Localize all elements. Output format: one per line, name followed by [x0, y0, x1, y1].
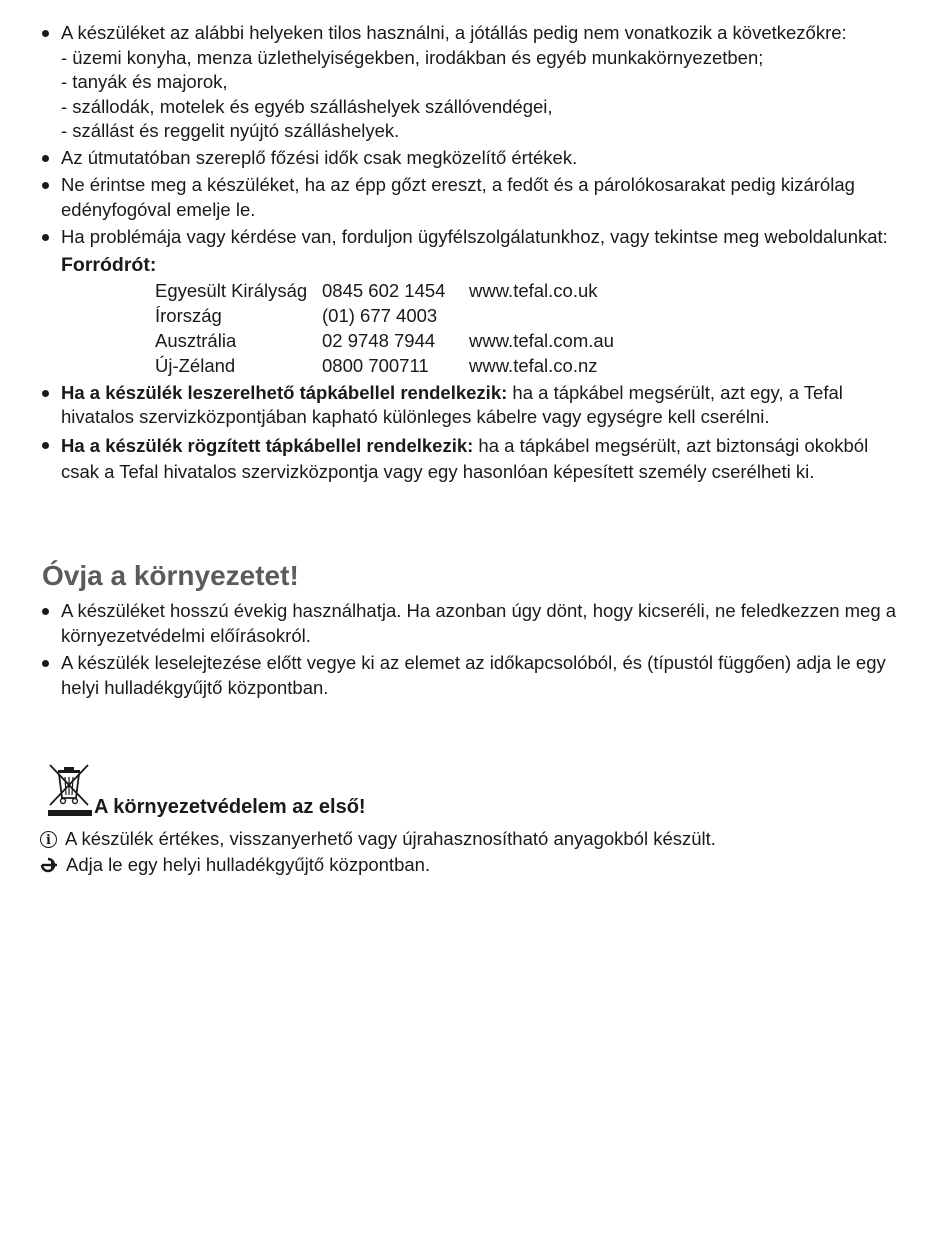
sub-item-text: - szállást és reggelit nyújtó szálláshelyek. [61, 120, 400, 141]
list-item-text: Az útmutatóban szereplő főzési idők csak megközelítő értékek. [61, 146, 578, 168]
list-item-text: Ha problémája vagy kérdése van, forduljon ügyfélszolgálatunkhoz, vagy tekintse meg weboldalunkat: [61, 226, 888, 247]
list-item [0, 433, 950, 485]
arrow-line-text: Adja le egy helyi hulladékgyűjtő központban. [66, 854, 431, 875]
list-item [0, 146, 950, 171]
list-item [0, 225, 950, 250]
sub-item-text: - szállodák, motelek és egyéb szálláshelyek szállóvendégei, [61, 95, 553, 117]
country-cell: Új-Zéland [155, 354, 236, 376]
hotline-title: Forródrót: [61, 253, 157, 276]
list-item [0, 651, 950, 700]
website-link[interactable]: www.tefal.co.uk [469, 279, 598, 301]
bullet-dot [42, 155, 49, 162]
country-cell: Ausztrália [155, 329, 237, 351]
list-item-text: Ne érintse meg a készüléket, ha az épp gőzt ereszt, a fedőt és a párolókosarakat pedig kizárólag edényfogóval emelje le. [61, 174, 855, 220]
phone-cell: 0800 700711 [322, 354, 429, 376]
list-item-bold-lead: Ha a készülék rögzített tápkábellel rendelkezik: [61, 434, 474, 456]
list-item-bold-lead: Ha a készülék leszerelhető tápkábellel rendelkezik: [61, 381, 508, 403]
arrow-line [40, 854, 430, 876]
country-cell: Írország [155, 304, 222, 326]
table-row [155, 353, 614, 378]
list-item-text: ha a tápkábel megsérült, azt egy, a Tefal hivatalos szervizközpontjában kapható különleges kábelre vagy egységre kell cserélni. [61, 381, 843, 427]
table-row [155, 328, 614, 353]
list-item [0, 599, 950, 648]
website-link [469, 303, 614, 328]
list-item [0, 21, 950, 144]
table-row [155, 278, 614, 303]
arrow-right-icon [40, 857, 59, 873]
info-icon: i [40, 831, 57, 848]
environment-list [0, 599, 950, 700]
hotline-table [155, 278, 614, 378]
section-title: Óvja a környezetet! [42, 560, 299, 591]
sub-item-text: - üzemi konyha, menza üzlethelyiségekben, irodákban és egyéb munkakörnyezetben; [61, 46, 764, 68]
list-item [0, 381, 950, 430]
phone-cell: 0845 602 1454 [322, 279, 446, 301]
info-line-text: A készülék értékes, visszanyerhető vagy újrahasznosítható anyagokból készült. [65, 828, 716, 849]
website-link[interactable]: www.tefal.co.nz [469, 354, 598, 376]
phone-cell: (01) 677 4003 [322, 304, 438, 326]
list-item [0, 173, 950, 222]
website-link[interactable]: www.tefal.com.au [469, 329, 614, 351]
bullet-dot [42, 660, 49, 667]
bullet-dot [42, 442, 49, 449]
list-item-text: A készülék leselejtezése előtt vegye ki az elemet az időkapcsolóból, és (típustól függően) adja le egy helyi hulladékgyűjtő központban. [61, 652, 886, 698]
info-line [40, 828, 716, 850]
bullet-dot [42, 390, 49, 397]
bullet-dot [42, 182, 49, 189]
list-item-text: A készüléket az alábbi helyeken tilos használni, a jótállás pedig nem vonatkozik a következőkre: [61, 22, 847, 43]
bullet-dot [42, 30, 49, 37]
country-cell: Egyesült Királyság [155, 279, 308, 301]
crossed-out-wheelie-bin-icon [46, 762, 96, 818]
bullet-dot [42, 234, 49, 241]
table-row [155, 303, 614, 328]
bullet-dot [42, 608, 49, 615]
sub-item-text: - tanyák és majorok, [61, 71, 228, 92]
phone-cell: 02 9748 7944 [322, 329, 436, 351]
eco-title: A környezetvédelem az első! [94, 796, 366, 818]
list-item-text: A készüléket hosszú évekig használhatja. Ha azonban úgy dönt, hogy kicseréli, ne feledkezzen meg a környezetvédelmi előírásokról. [61, 600, 897, 646]
list-item-text: ha a tápkábel megsérült, azt biztonsági okokból csak a Tefal hivatalos szervizközpontja vagy egy hasonlóan képesített személy cserélheti ki. [61, 434, 869, 482]
safety-list [0, 21, 950, 485]
